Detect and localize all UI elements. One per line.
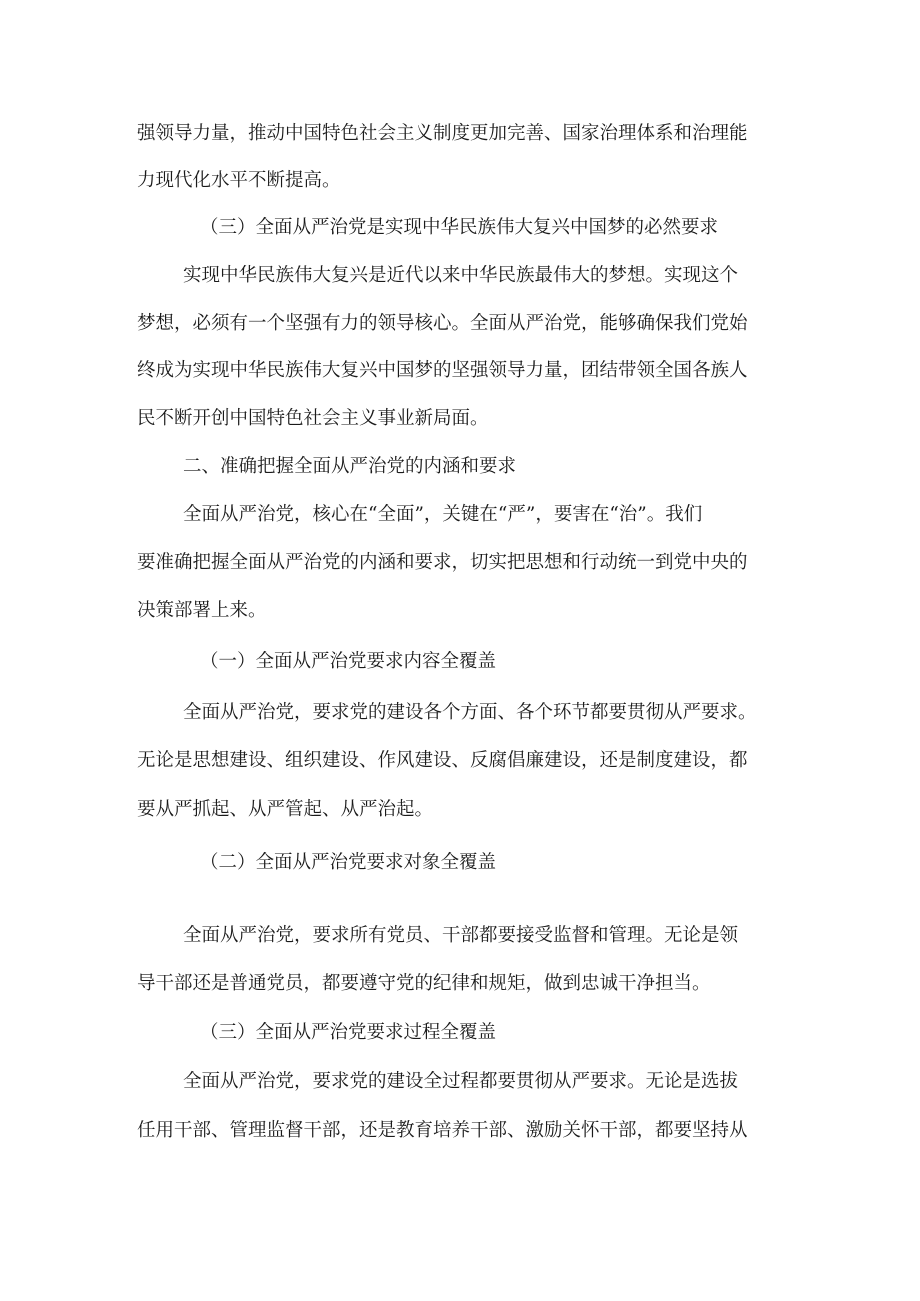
section-heading: （三）全面从严治党要求过程全覆盖	[200, 1022, 497, 1043]
paragraph-line: 决策部署上来。	[137, 600, 267, 621]
section-heading: 二、准确把握全面从严治党的内涵和要求	[183, 456, 517, 477]
paragraph-line: 无论是思想建设、组织建设、作风建设、反腐倡廉建设，还是制度建设，都	[137, 750, 748, 771]
paragraph-line: 全面从严治党，要求所有党员、干部都要接受监督和管理。无论是领	[183, 925, 739, 946]
paragraph-line: 梦想，必须有一个坚强有力的领导核心。全面从严治党，能够确保我们党始	[137, 313, 748, 334]
paragraph-line: 导干部还是普通党员，都要遵守党的纪律和规矩，做到忠诚干净担当。	[137, 973, 711, 994]
paragraph-line: 终成为实现中华民族伟大复兴中国梦的坚强领导力量，团结带领全国各族人	[137, 360, 748, 381]
paragraph-line: 强领导力量，推动中国特色社会主义制度更加完善、国家治理体系和治理能	[137, 123, 748, 144]
paragraph-line: 全面从严治党，要求党的建设各个方面、各个环节都要贯彻从严要求。	[183, 702, 757, 723]
paragraph-line: 全面从严治党，核心在“全面”，关键在“严”，要害在“治”。我们	[183, 504, 703, 525]
paragraph-line: 力现代化水平不断提高。	[137, 170, 341, 191]
paragraph-line: 实现中华民族伟大复兴是近代以来中华民族最伟大的梦想。实现这个	[183, 265, 739, 286]
section-heading: （二）全面从严治党要求对象全覆盖	[200, 852, 497, 873]
paragraph-line: 要准确把握全面从严治党的内涵和要求，切实把思想和行动统一到党中央的	[137, 552, 748, 573]
paragraph-line: 任用干部、管理监督干部，还是教育培养干部、激励关怀干部，都要坚持从	[137, 1120, 748, 1141]
paragraph-line: 全面从严治党，要求党的建设全过程都要贯彻从严要求。无论是选拔	[183, 1071, 739, 1092]
paragraph-line: 要从严抓起、从严管起、从严治起。	[137, 799, 434, 820]
section-heading: （三）全面从严治党是实现中华民族伟大复兴中国梦的必然要求	[200, 217, 719, 238]
paragraph-line: 民不断开创中国特色社会主义事业新局面。	[137, 408, 489, 429]
section-heading: （一）全面从严治党要求内容全覆盖	[200, 651, 497, 672]
